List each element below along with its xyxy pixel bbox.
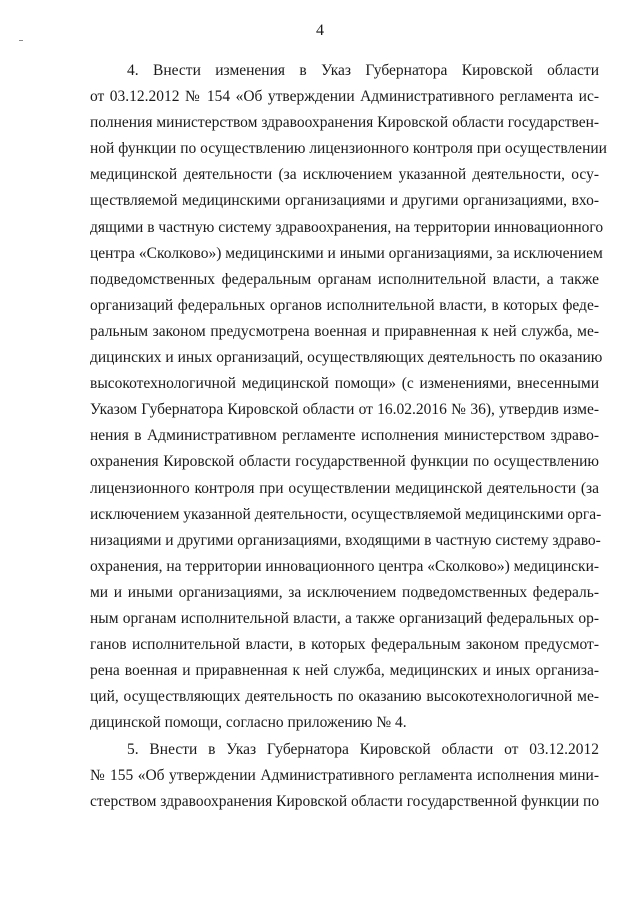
text-line: ций, осуществляющих деятельность по оказанию высокотехнологичной ме- (90, 688, 599, 706)
text-line: низациями и другими организациями, входящими в частную систему здраво- (90, 531, 601, 549)
text-line: лицензионного контроля при осуществлении медицинской деятельности (за (90, 479, 599, 497)
text-line: охранения Кировской области государственной функции по осуществлению (90, 453, 599, 471)
page-number: 4 (316, 22, 324, 39)
text-line: охранения, на территории инновационного центра «Сколково») медицински- (90, 557, 600, 575)
text-line: подведомственных федеральным органам исполнительной власти, а также (90, 270, 599, 288)
text-line: 5. Внести в Указ Губернатора Кировской области от 03.12.2012 (127, 741, 599, 758)
text-line: нения в Административном регламенте исполнения министерством здраво- (90, 427, 599, 445)
text-line: Указом Губернатора Кировской области от 16.02.2016 № 36), утвердив изме- (90, 401, 599, 419)
text-line: ным органам исполнительной власти, а также организаций федеральных ор- (90, 609, 599, 627)
text-line: ществляемой медицинскими организациями и другими организациями, вхо- (90, 192, 599, 210)
text-line: 4. Внести изменения в Указ Губернатора Кировской области (127, 62, 599, 79)
text-line: ганов исполнительной власти, в которых федеральным законом предусмот- (90, 636, 599, 654)
text-line: ной функции по осуществлению лицензионного контроля при осуществлении (90, 140, 607, 158)
text-line: рена военная и приравненная к ней служба, медицинских и иных организа- (90, 662, 599, 680)
text-line: медицинской деятельности (за исключением указанной деятельности, осу- (90, 166, 599, 184)
text-line: ральным законом предусмотрена военная и приравненная к ней служба, ме- (90, 322, 599, 340)
text-line: центра «Сколково») медицинскими и иными организациями, за исключением (90, 244, 603, 262)
text-line: полнения министерством здравоохранения Кировской области государствен- (90, 114, 600, 132)
text-line: исключением указанной деятельности, осуществляемой медицинскими орга- (90, 505, 602, 523)
text-line: высокотехнологичной медицинской помощи» (с изменениями, внесенными (90, 375, 599, 393)
text-line: дицинских и иных организаций, осуществляющих деятельность по оказанию (90, 349, 603, 367)
text-line: стерством здравоохранения Кировской области государственной функции по (90, 793, 600, 811)
scan-artifact (19, 40, 23, 41)
text-line: ми и иными организациями, за исключением подведомственных федераль- (90, 583, 599, 601)
text-line: организаций федеральных органов исполнительной власти, в которых феде- (90, 296, 599, 314)
text-line: дящими в частную систему здравоохранения, на территории инновационного (90, 218, 604, 236)
text-line: дицинской помощи, согласно приложению № 4. (90, 714, 407, 732)
paragraph-item-5 (90, 737, 599, 815)
paragraph-item-4 (90, 58, 607, 736)
text-line: от 03.12.2012 № 154 «Об утверждении Административного регламента ис- (90, 88, 599, 106)
text-line: № 155 «Об утверждении Административного регламента исполнения мини- (90, 767, 599, 785)
